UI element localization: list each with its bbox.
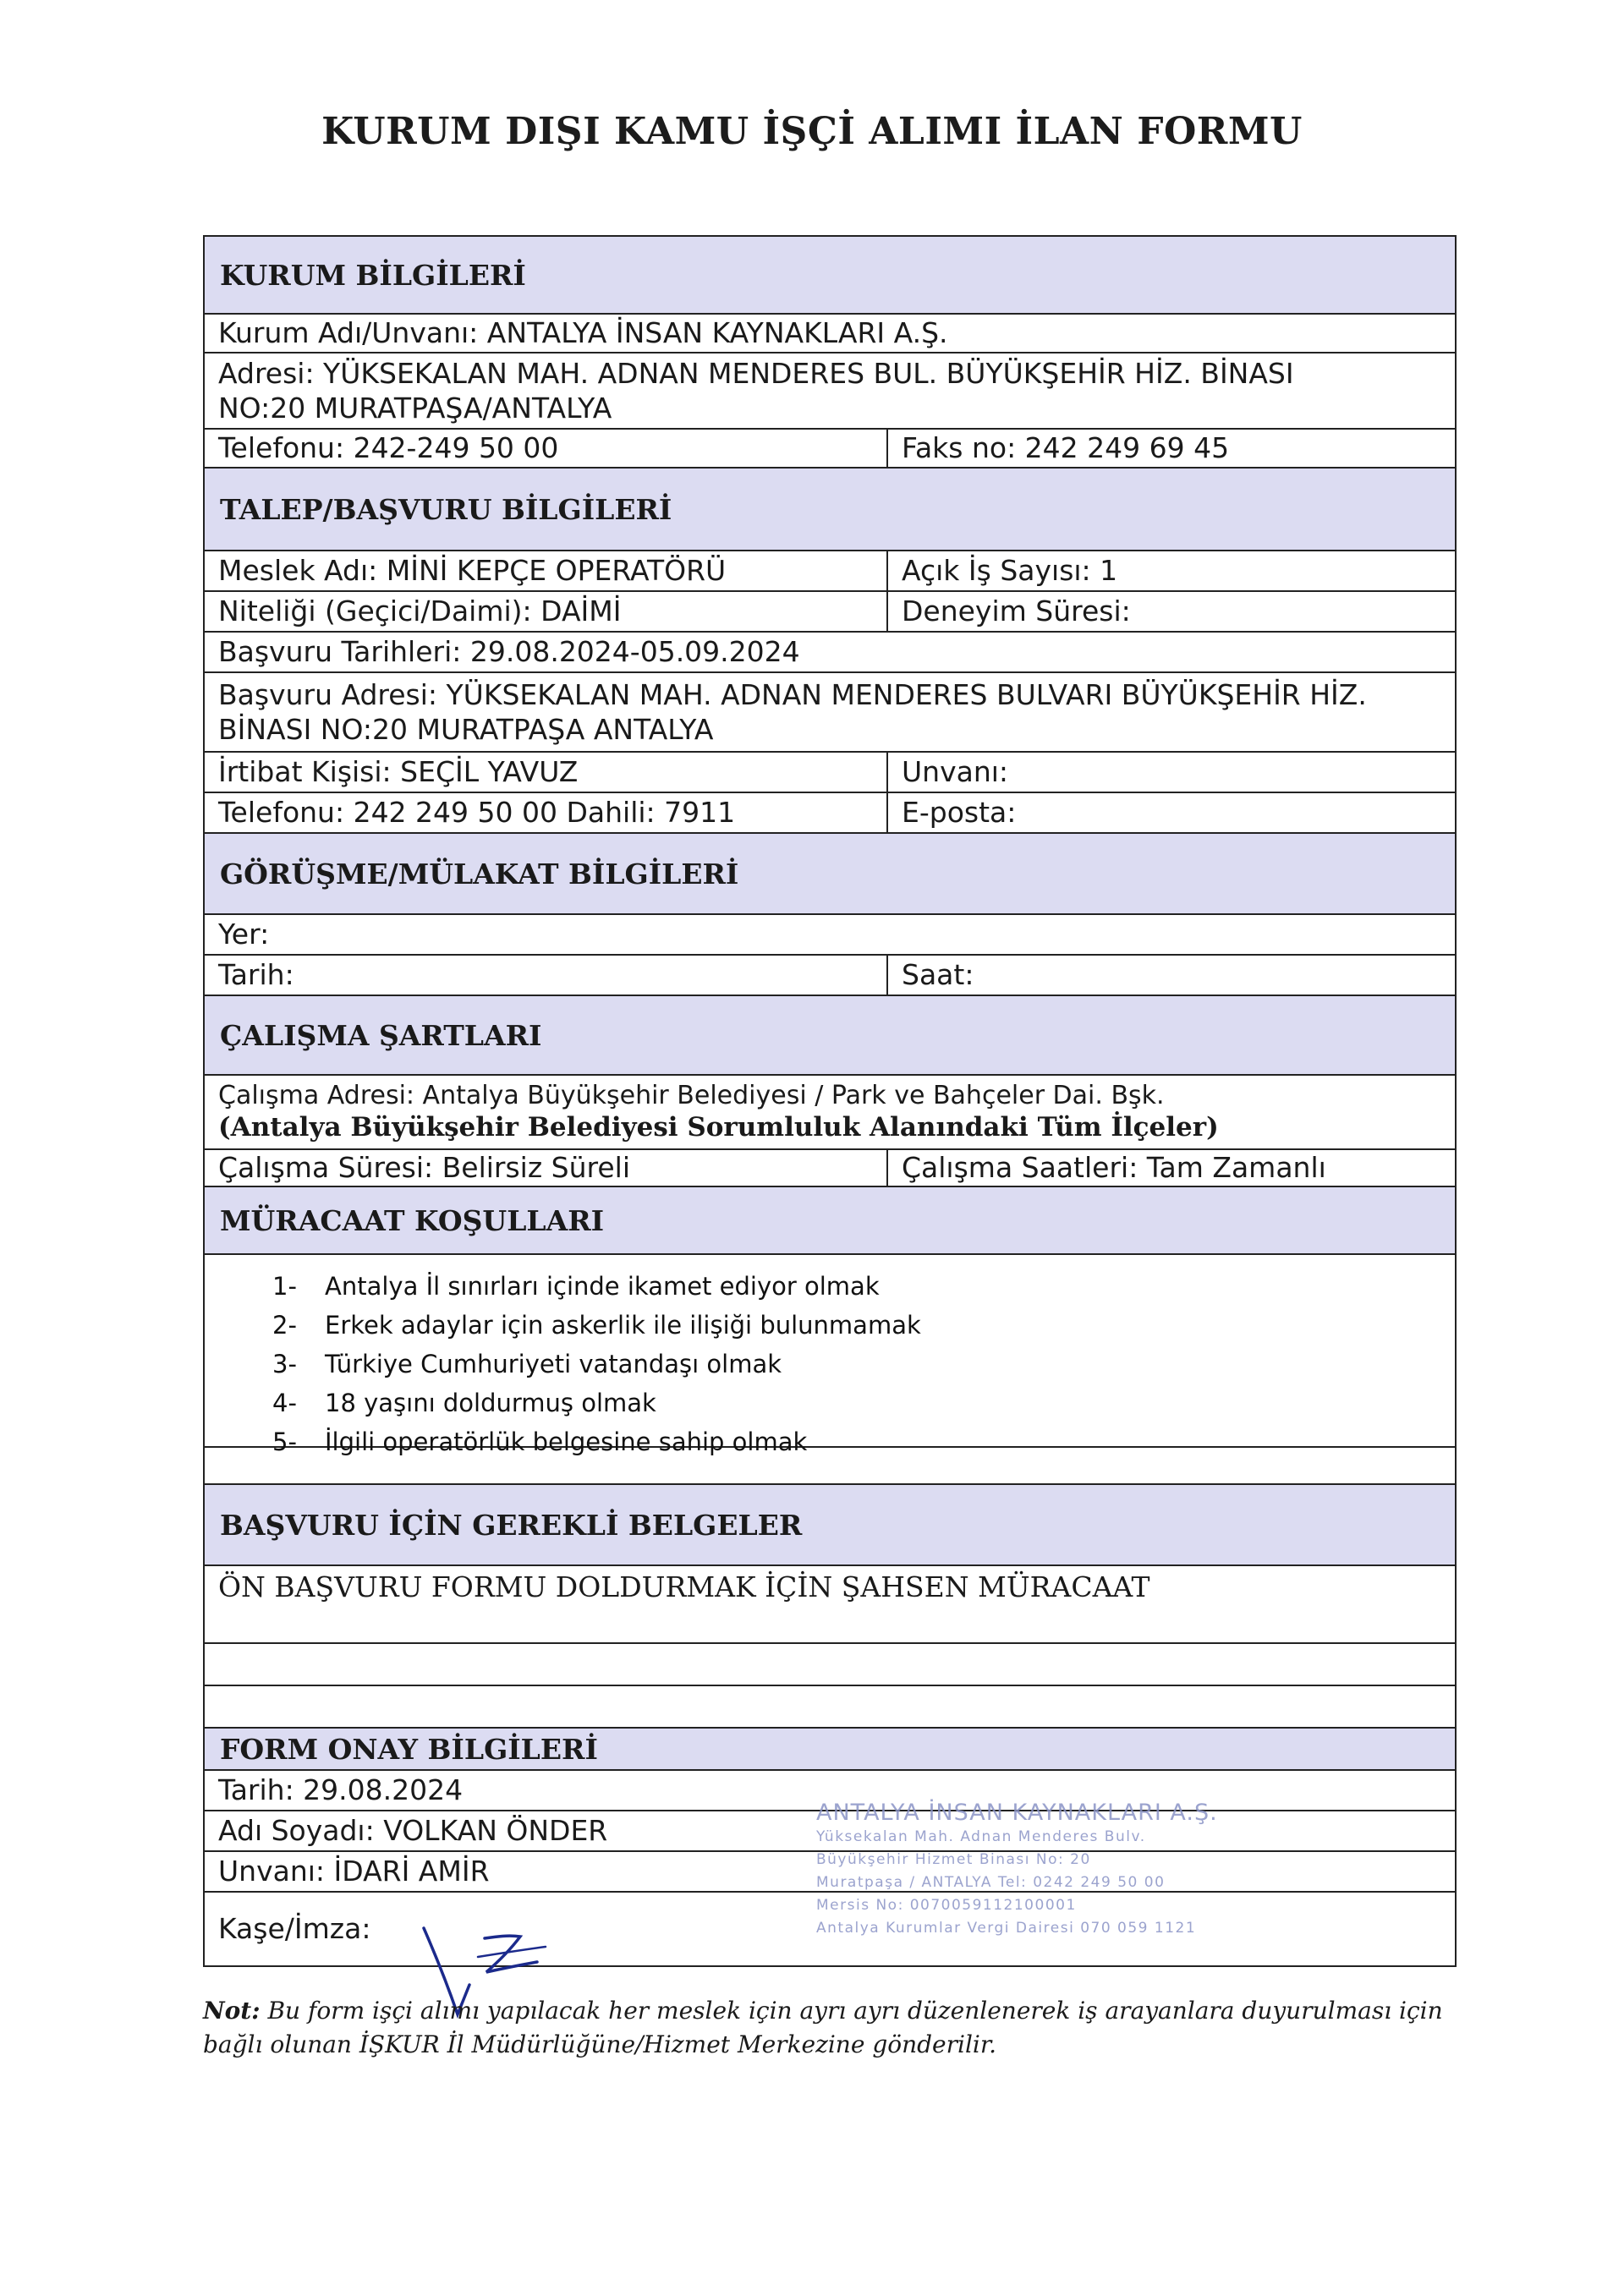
onay-unvani: Unvanı: İDARİ AMİR [218,1855,490,1888]
address-line-2: BİNASI NO:20 MURATPAŞA ANTALYA [218,713,714,746]
stamp-line: Mersis No: 0070059112100001 [816,1897,1077,1914]
list-item-number: 2- [272,1311,297,1340]
belgeler-item-row [205,1566,1455,1644]
kurum-contact-row [205,430,1455,469]
talep-meslek-row [205,551,1455,592]
section-talep-header [205,469,1455,551]
section-title: BAŞVURU İÇİN GEREKLİ BELGELER [220,1508,803,1542]
kurum-fax: Faks no: 242 249 69 45 [902,431,1230,465]
list-item-number: 4- [272,1389,297,1417]
niteligi: Niteliği (Geçici/Daimi): DAİMİ [205,592,888,631]
company-stamp [816,1800,1218,1940]
list-item [272,1422,921,1461]
section-kurum-header [205,237,1455,315]
meslek-adi: Meslek Adı: MİNİ KEPÇE OPERATÖRÜ [205,551,888,590]
calisma-adres-text: Çalışma Adresi: Antalya Büyükşehir Belediyesi / Park ve Bahçeler Dai. Bşk. [218,1080,1165,1110]
calisma-adresi [205,1076,1455,1148]
address-line-1: Adresi: YÜKSEKALAN MAH. ADNAN MENDERES BUL. BÜYÜKŞEHİR HİZ. BİNASI [218,356,1294,390]
stamp-line: Antalya Kurumlar Vergi Dairesi 070 059 1121 [816,1920,1197,1937]
section-title: FORM ONAY BİLGİLERİ [220,1732,598,1766]
irtibat-kisisi: İrtibat Kişisi: SEÇİL YAVUZ [205,753,888,792]
list-item-number: 1- [272,1272,297,1301]
list-item-text: Türkiye Cumhuriyeti vatandaşı olmak [325,1350,782,1378]
job-posting-form [203,235,1457,1967]
stamp-title: ANTALYA İNSAN KAYNAKLARI A.Ş. [816,1800,1218,1826]
kurum-address-row [205,353,1455,430]
document-title: KURUM DIŞI KAMU İŞÇİ ALIMI İLAN FORMU [321,110,1303,153]
kurum-name: Kurum Adı/Unvanı: ANTALYA İNSAN KAYNAKLARI A.Ş. [218,316,948,350]
kurum-address [205,353,1455,428]
list-item-text: 18 yaşını doldurmuş olmak [325,1389,656,1417]
section-title: KURUM BİLGİLERİ [220,258,526,292]
section-title: TALEP/BAŞVURU BİLGİLERİ [220,492,672,526]
onay-adi-soyadi: Adı Soyadı: VOLKAN ÖNDER [218,1814,608,1848]
muracaat-conditions-row [205,1255,1455,1456]
section-muracaat-header [205,1187,1455,1255]
calisma-adres-row [205,1076,1455,1150]
irtibat-unvani: Unvanı: [902,755,1009,789]
irtibat-eposta: E-posta: [902,796,1017,830]
kase-imza: Kaşe/İmza: [218,1912,371,1946]
note-text: Bu form işçi alımı yapılacak her meslek için ayrı ayrı düzenlenerek iş arayanlara duyurulması için bağlı olunan İŞKUR İl Müdürlüğüne/Hizmet Merkezine gönderilir. [203,1997,1443,2058]
section-title: MÜRACAAT KOŞULLARI [220,1203,605,1237]
talep-nitelik-row [205,592,1455,633]
stamp-line: Büyükşehir Hizmet Binası No: 20 [816,1851,1091,1868]
gorusme-tarih-row [205,956,1455,996]
list-item-text: İlgili operatörlük belgesine sahip olmak [325,1427,808,1456]
talep-irtibat-row [205,753,1455,793]
empty-row [205,1644,1455,1686]
list-item-number: 5- [272,1427,297,1456]
talep-tarih-row [205,633,1455,673]
gorusme-yer: Yer: [218,918,270,951]
acik-is-sayisi: Açık İş Sayısı: 1 [902,554,1118,588]
section-belgeler-header [205,1485,1455,1566]
gorusme-yer-row [205,915,1455,956]
irtibat-telefonu: Telefonu: 242 249 50 00 Dahili: 7911 [205,793,888,832]
basvuru-adresi [205,673,1455,751]
onay-tarih: Tarih: 29.08.2024 [218,1773,464,1807]
list-item-text: Antalya İl sınırları içinde ikamet ediyor olmak [325,1272,880,1301]
calisma-adres-note: (Antalya Büyükşehir Belediyesi Sorumluluk Alanındaki Tüm İlçeler) [218,1112,1219,1143]
stamp-line: Yüksekalan Mah. Adnan Menderes Bulv. [816,1828,1146,1845]
footer-note [203,1994,1457,2062]
talep-telefon-row [205,793,1455,834]
section-calisma-header [205,996,1455,1076]
kurum-phone: Telefonu: 242-249 50 00 [205,430,888,467]
list-item-text: Erkek adaylar için askerlik ile ilişiği bulunmamak [325,1311,921,1340]
belgeler-item: ÖN BAŞVURU FORMU DOLDURMAK İÇİN ŞAHSEN MÜRACAAT [218,1570,1150,1603]
list-item-number: 3- [272,1350,297,1378]
list-item [272,1306,921,1345]
stamp-line: Muratpaşa / ANTALYA Tel: 0242 249 50 00 [816,1874,1166,1891]
calisma-sure-row [205,1150,1455,1187]
talep-adres-row [205,673,1455,753]
basvuru-tarihleri: Başvuru Tarihleri: 29.08.2024-05.09.2024 [218,635,800,669]
calisma-saatleri: Çalışma Saatleri: Tam Zamanlı [902,1151,1326,1185]
address-line-2: NO:20 MURATPAŞA/ANTALYA [218,392,612,425]
section-title: ÇALIŞMA ŞARTLARI [220,1018,542,1052]
section-title: GÖRÜŞME/MÜLAKAT BİLGİLERİ [220,857,739,890]
address-line-1: Başvuru Adresi: YÜKSEKALAN MAH. ADNAN MENDERES BULVARI BÜYÜKŞEHİR HİZ. [218,677,1367,711]
list-item [272,1384,921,1422]
gorusme-saat: Saat: [902,958,974,992]
kurum-name-row [205,315,1455,353]
empty-row [205,1686,1455,1729]
section-onay-header [205,1729,1455,1771]
list-item [272,1267,921,1306]
calisma-suresi: Çalışma Süresi: Belirsiz Süreli [205,1150,888,1186]
note-label: Not: [203,1997,261,2025]
deneyim-suresi: Deneyim Süresi: [902,595,1131,628]
conditions-list [205,1255,921,1456]
section-gorusme-header [205,834,1455,915]
gorusme-tarih: Tarih: [205,956,888,995]
list-item [272,1345,921,1384]
